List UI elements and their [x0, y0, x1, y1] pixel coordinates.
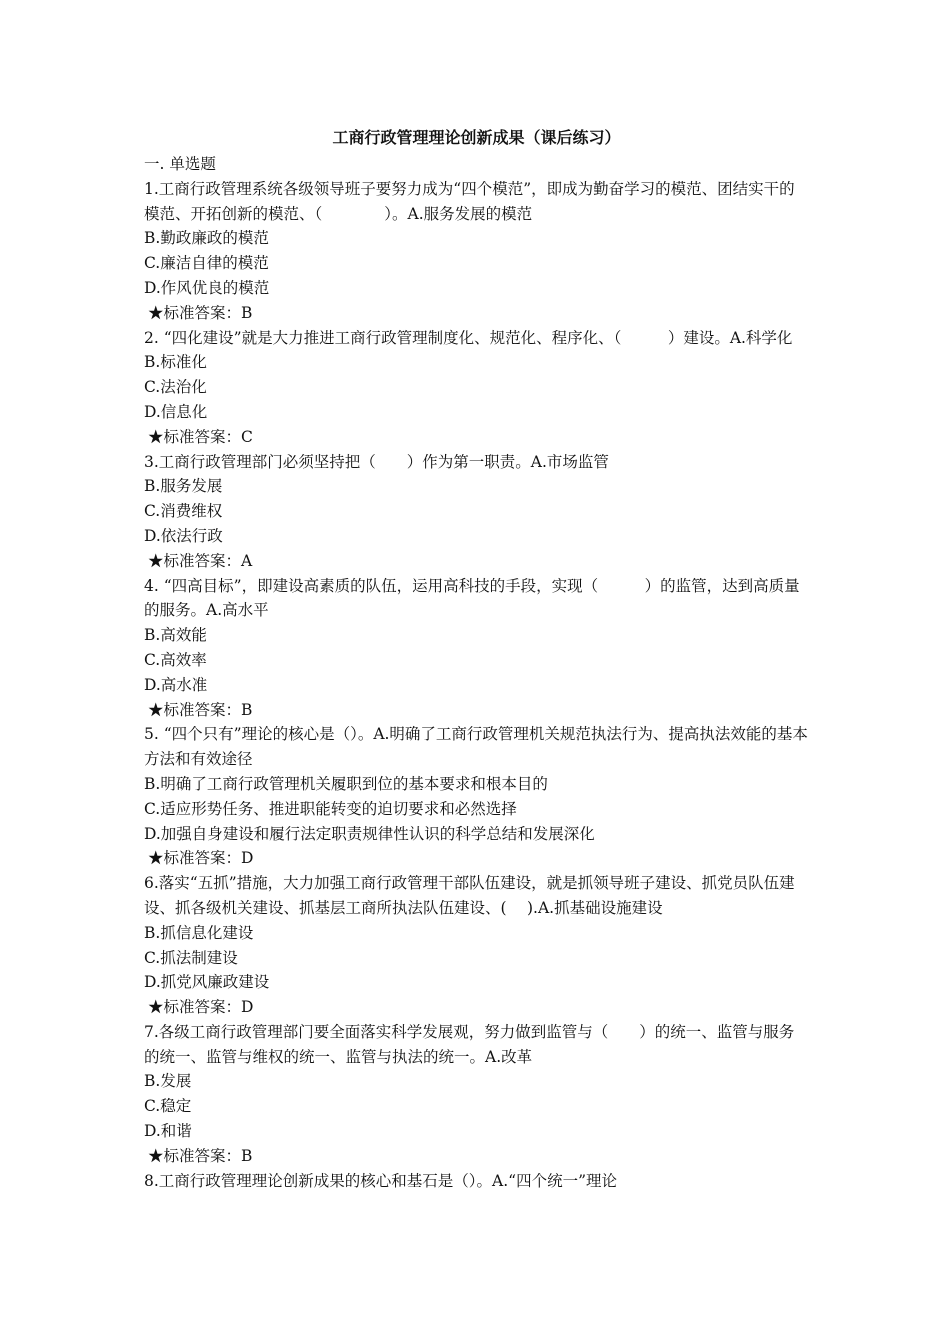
question-block: [144, 574, 809, 723]
option-c: C.高效率: [144, 650, 207, 669]
section-heading: 一. 单选题: [144, 155, 216, 173]
document-page: [144, 126, 809, 1193]
option-c: C.法治化: [144, 378, 207, 397]
option-b: B.高效能: [144, 626, 207, 645]
answer-line: ★标准答案：D: [148, 998, 254, 1017]
question-block: [144, 1169, 809, 1194]
option-d: D.抓党风廉政建设: [144, 973, 270, 992]
question-block: [144, 177, 809, 326]
option-d: D.和谐: [144, 1122, 192, 1141]
question-block: [144, 326, 809, 450]
question-block: [144, 871, 809, 1020]
question-block: [144, 1020, 809, 1169]
document-title: 工商行政管理理论创新成果（课后练习）: [332, 128, 621, 147]
question-text: 5. “四个只有”理论的核心是（）。A.明确了工商行政管理机关规范执法行为、提高执法效能的基本方法和有效途径: [144, 725, 808, 769]
option-c: C.稳定: [144, 1097, 192, 1116]
option-d: D.依法行政: [144, 526, 223, 545]
option-b: B.明确了工商行政管理机关履职到位的基本要求和根本目的: [144, 774, 548, 793]
answer-line: ★标准答案：D: [148, 849, 254, 868]
option-d: D.高水准: [144, 675, 208, 694]
question-text: 3.工商行政管理部门必须坚持把（ ）作为第一职责。A.市场监管: [144, 452, 609, 471]
answer-line: ★标准答案：B: [148, 1146, 253, 1165]
option-b: B.发展: [144, 1072, 192, 1091]
question-text: 2. “四化建设”就是大力推进工商行政管理制度化、规范化、程序化、（ ）建设。A.科学化: [144, 328, 793, 347]
answer-line: ★标准答案：A: [148, 551, 253, 570]
option-d: D.加强自身建设和履行法定职责规律性认识的科学总结和发展深化: [144, 824, 595, 843]
option-b: B.抓信息化建设: [144, 923, 254, 942]
answer-line: ★标准答案：B: [148, 303, 253, 322]
question-block: [144, 450, 809, 574]
question-text: 7.各级工商行政管理部门要全面落实科学发展观，努力做到监管与（ ）的统一、监管与服务的统一、监管与维权的统一、监管与执法的统一。A.改革: [144, 1022, 795, 1066]
question-text: 4. “四高目标”，即建设高素质的队伍，运用高科技的手段，实现（ ）的监管，达到高质量的服务。A.高水平: [144, 576, 800, 620]
option-b: B.标准化: [144, 353, 207, 372]
option-b: B.服务发展: [144, 477, 223, 496]
question-text: 1.工商行政管理系统各级领导班子要努力成为“四个模范”，即成为勤奋学习的模范、团结实干的模范、开拓创新的模范、（ ）。A.服务发展的模范: [144, 179, 795, 223]
option-c: C.适应形势任务、推进职能转变的迫切要求和必然选择: [144, 799, 517, 818]
option-b: B.勤政廉政的模范: [144, 229, 269, 248]
question-text: 6.落实“五抓”措施，大力加强工商行政管理干部队伍建设，就是抓领导班子建设、抓党员队伍建设、抓各级机关建设、抓基层工商所执法队伍建设、( ).A.抓基础设施建设: [144, 874, 795, 917]
option-c: C.廉洁自律的模范: [144, 254, 269, 273]
question-block: [144, 722, 809, 871]
option-c: C.抓法制建设: [144, 948, 238, 967]
option-d: D.信息化: [144, 402, 208, 421]
question-text: 8.工商行政管理理论创新成果的核心和基石是（）。A.“四个统一”理论: [144, 1171, 618, 1190]
option-d: D.作风优良的模范: [144, 278, 270, 297]
answer-line: ★标准答案：B: [148, 700, 253, 719]
option-c: C.消费维权: [144, 502, 223, 521]
answer-line: ★标准答案：C: [148, 427, 253, 446]
